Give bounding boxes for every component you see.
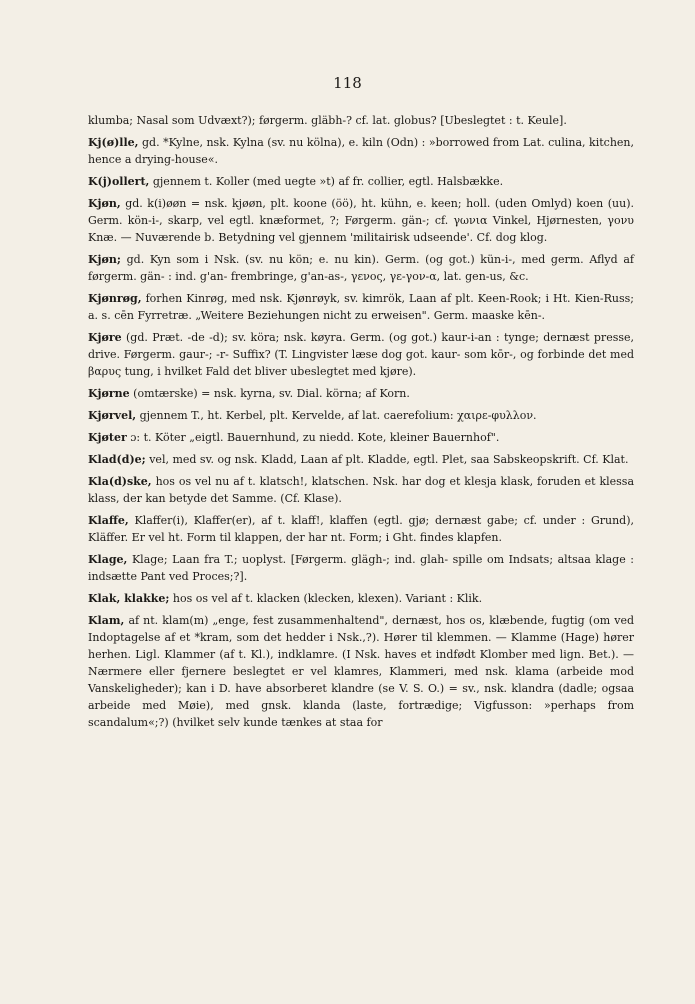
entry-text: gd. *Kylne, nsk. Kylna (sv. nu kölna), e. kiln (Odn) : »borrowed from Lat. culina, kitchen, hence a drying-house«. [88,136,634,166]
entry-headword: Kj(ø)lle, [88,136,139,149]
entry-list [88,112,634,736]
dictionary-entry [88,590,634,607]
dictionary-entry [88,451,634,468]
entry-text: Klage; Laan fra T.; uoplyst. [Førgerm. glägh-; ind. glah- spille om Indsats; altsaa klage : indsætte Pant ved Proces;?]. [88,553,634,583]
entry-headword: Klaffe, [88,514,129,527]
dictionary-entry [88,195,634,246]
page-number: 118 [333,74,362,92]
dictionary-entry [88,329,634,380]
entry-headword: Kjørvel, [88,409,137,422]
dictionary-entry [88,551,634,585]
entry-text: ɔ: t. Köter „eigtl. Bauernhund, zu niedd. Kote, kleiner Bauernhof". [130,431,500,444]
entry-headword: Kjøter [88,431,127,444]
entry-text: Klaffer(i), Klaffer(er), af t. klaff!, klaffen (egtl. gjø; dernæst gabe; cf. under : Grund), Kläffer. Er vel ht. Form til klappen, der har nt. Form; i Ght. findes klapfen. [88,514,635,544]
entry-text: hos os vel af t. klacken (klecken, klexen). Variant : Klik. [172,592,483,605]
dictionary-entry [88,134,634,168]
entry-text: gd. k(i)øøn = nsk. kjøøn, plt. koone (öö), ht. kühn, e. keen; holl. (uden Omlyd) koen (uu). Germ. kön-i-, skarp, vel egtl. knæformet, ?; Førgerm. gän-; cf. γωνια Vinkel, Hjørnesten, γονυ Knæ. — Nuværende b. Betydning vel gjennem 'militairisk udseende'. Cf. dog klog. [88,197,634,244]
entry-headword: Kjørne [88,387,130,400]
entry-text: (omtærske) = nsk. kyrna, sv. Dial. körna; af Korn. [133,387,410,400]
dictionary-entry [88,173,634,190]
entry-text: vel, med sv. og nsk. Kladd, Laan af plt. Kladde, egtl. Plet, saa Sabskeopskrift. Cf. Klat. [149,453,629,466]
dictionary-entry [88,429,634,446]
dictionary-entry [88,290,634,324]
entry-headword: Klad(d)e; [88,453,146,466]
dictionary-entry [88,512,634,546]
entry-headword: K(j)ollert, [88,175,150,188]
entry-headword: Kjønrøg, [88,292,142,305]
dictionary-entry [88,473,634,507]
dictionary-entry [88,612,634,731]
entry-text: gjennem T., ht. Kerbel, plt. Kervelde, af lat. caerefolium: χαιρε-φυλλον. [139,409,537,422]
entry-text: gjennem t. Koller (med uegte »t) af fr. collier, egtl. Halsbække. [152,175,504,188]
entry-text: gd. Kyn som i Nsk. (sv. nu kön; e. nu kin). Germ. (og got.) kün-i-, med germ. Aflyd af førgerm. gän- : ind. g'an- frembringe, g'an-as-, γενος, γε-γον-α, lat. gen-us, &c. [88,253,634,283]
entry-headword: Klam, [88,614,125,627]
entry-headword: Klak, klakke; [88,592,170,605]
dictionary-entry [88,385,634,402]
entry-text: forhen Kinrøg, med nsk. Kjønrøyk, sv. kimrök, Laan af plt. Keen-Rook; i Ht. Kien-Russ; a. s. cēn Fyrretræ. „Weitere Beziehungen nicht zu erweisen". Germ. maaske kēn-. [88,292,634,322]
entry-headword: Kjøn, [88,197,121,210]
entry-text: klumba; Nasal som Udvæxt?); førgerm. gläbh-? cf. lat. globus? [Ubeslegtet : t. Keule]. [88,114,567,127]
entry-text: hos os vel nu af t. klatsch!, klatschen. Nsk. har dog et klesja klask, foruden et klessa klass, der kan betyde det Samme. (Cf. Klase). [88,475,635,505]
dictionary-entry [88,112,634,129]
dictionary-entry [88,251,634,285]
entry-text: (gd. Præt. -de -d); sv. köra; nsk. køyra. Germ. (og got.) kaur-i-an : tynge; dernæst presse, drive. Førgerm. gaur-; -r- Suffix? (T. Lingvister læse dog got. kaur- som kōr-, og forbinde det med βαρυς tung, i hvilket Fald det bliver ubeslegtet med kjøre). [88,331,634,378]
entry-headword: Kla(d)ske, [88,475,152,488]
dictionary-entry [88,407,634,424]
entry-headword: Kjøre [88,331,122,344]
entry-text: af nt. klam(m) „enge, fest zusammenhaltend", dernæst, hos os, klæbende, fugtig (om ved Indoptagelse af et *kram, som det hedder i Nsk.,?). Hører til klemmen. — Klamme (Hage) hører herhen. Ligl. Klammer (af t. Kl.), indklamre. (I Nsk. haves et indfødt Klomber med lign. Bet.). — Nærmere eller fjernere beslegtet er vel klamres, Klammeri, med nsk. klama (arbeide mod Vanskeligheder); kan i D. have absorberet klandre (se V. S. O.) = sv., nsk. klandra (dadle; ogsaa arbeide med Møie), med gnsk. klanda (laste, fortrædige; Vigfusson: »perhaps from scandalum«;?) (hvilket selv kunde tænkes at staa for [88,614,634,729]
entry-headword: Kjøn; [88,253,121,266]
entry-headword: Klage, [88,553,128,566]
